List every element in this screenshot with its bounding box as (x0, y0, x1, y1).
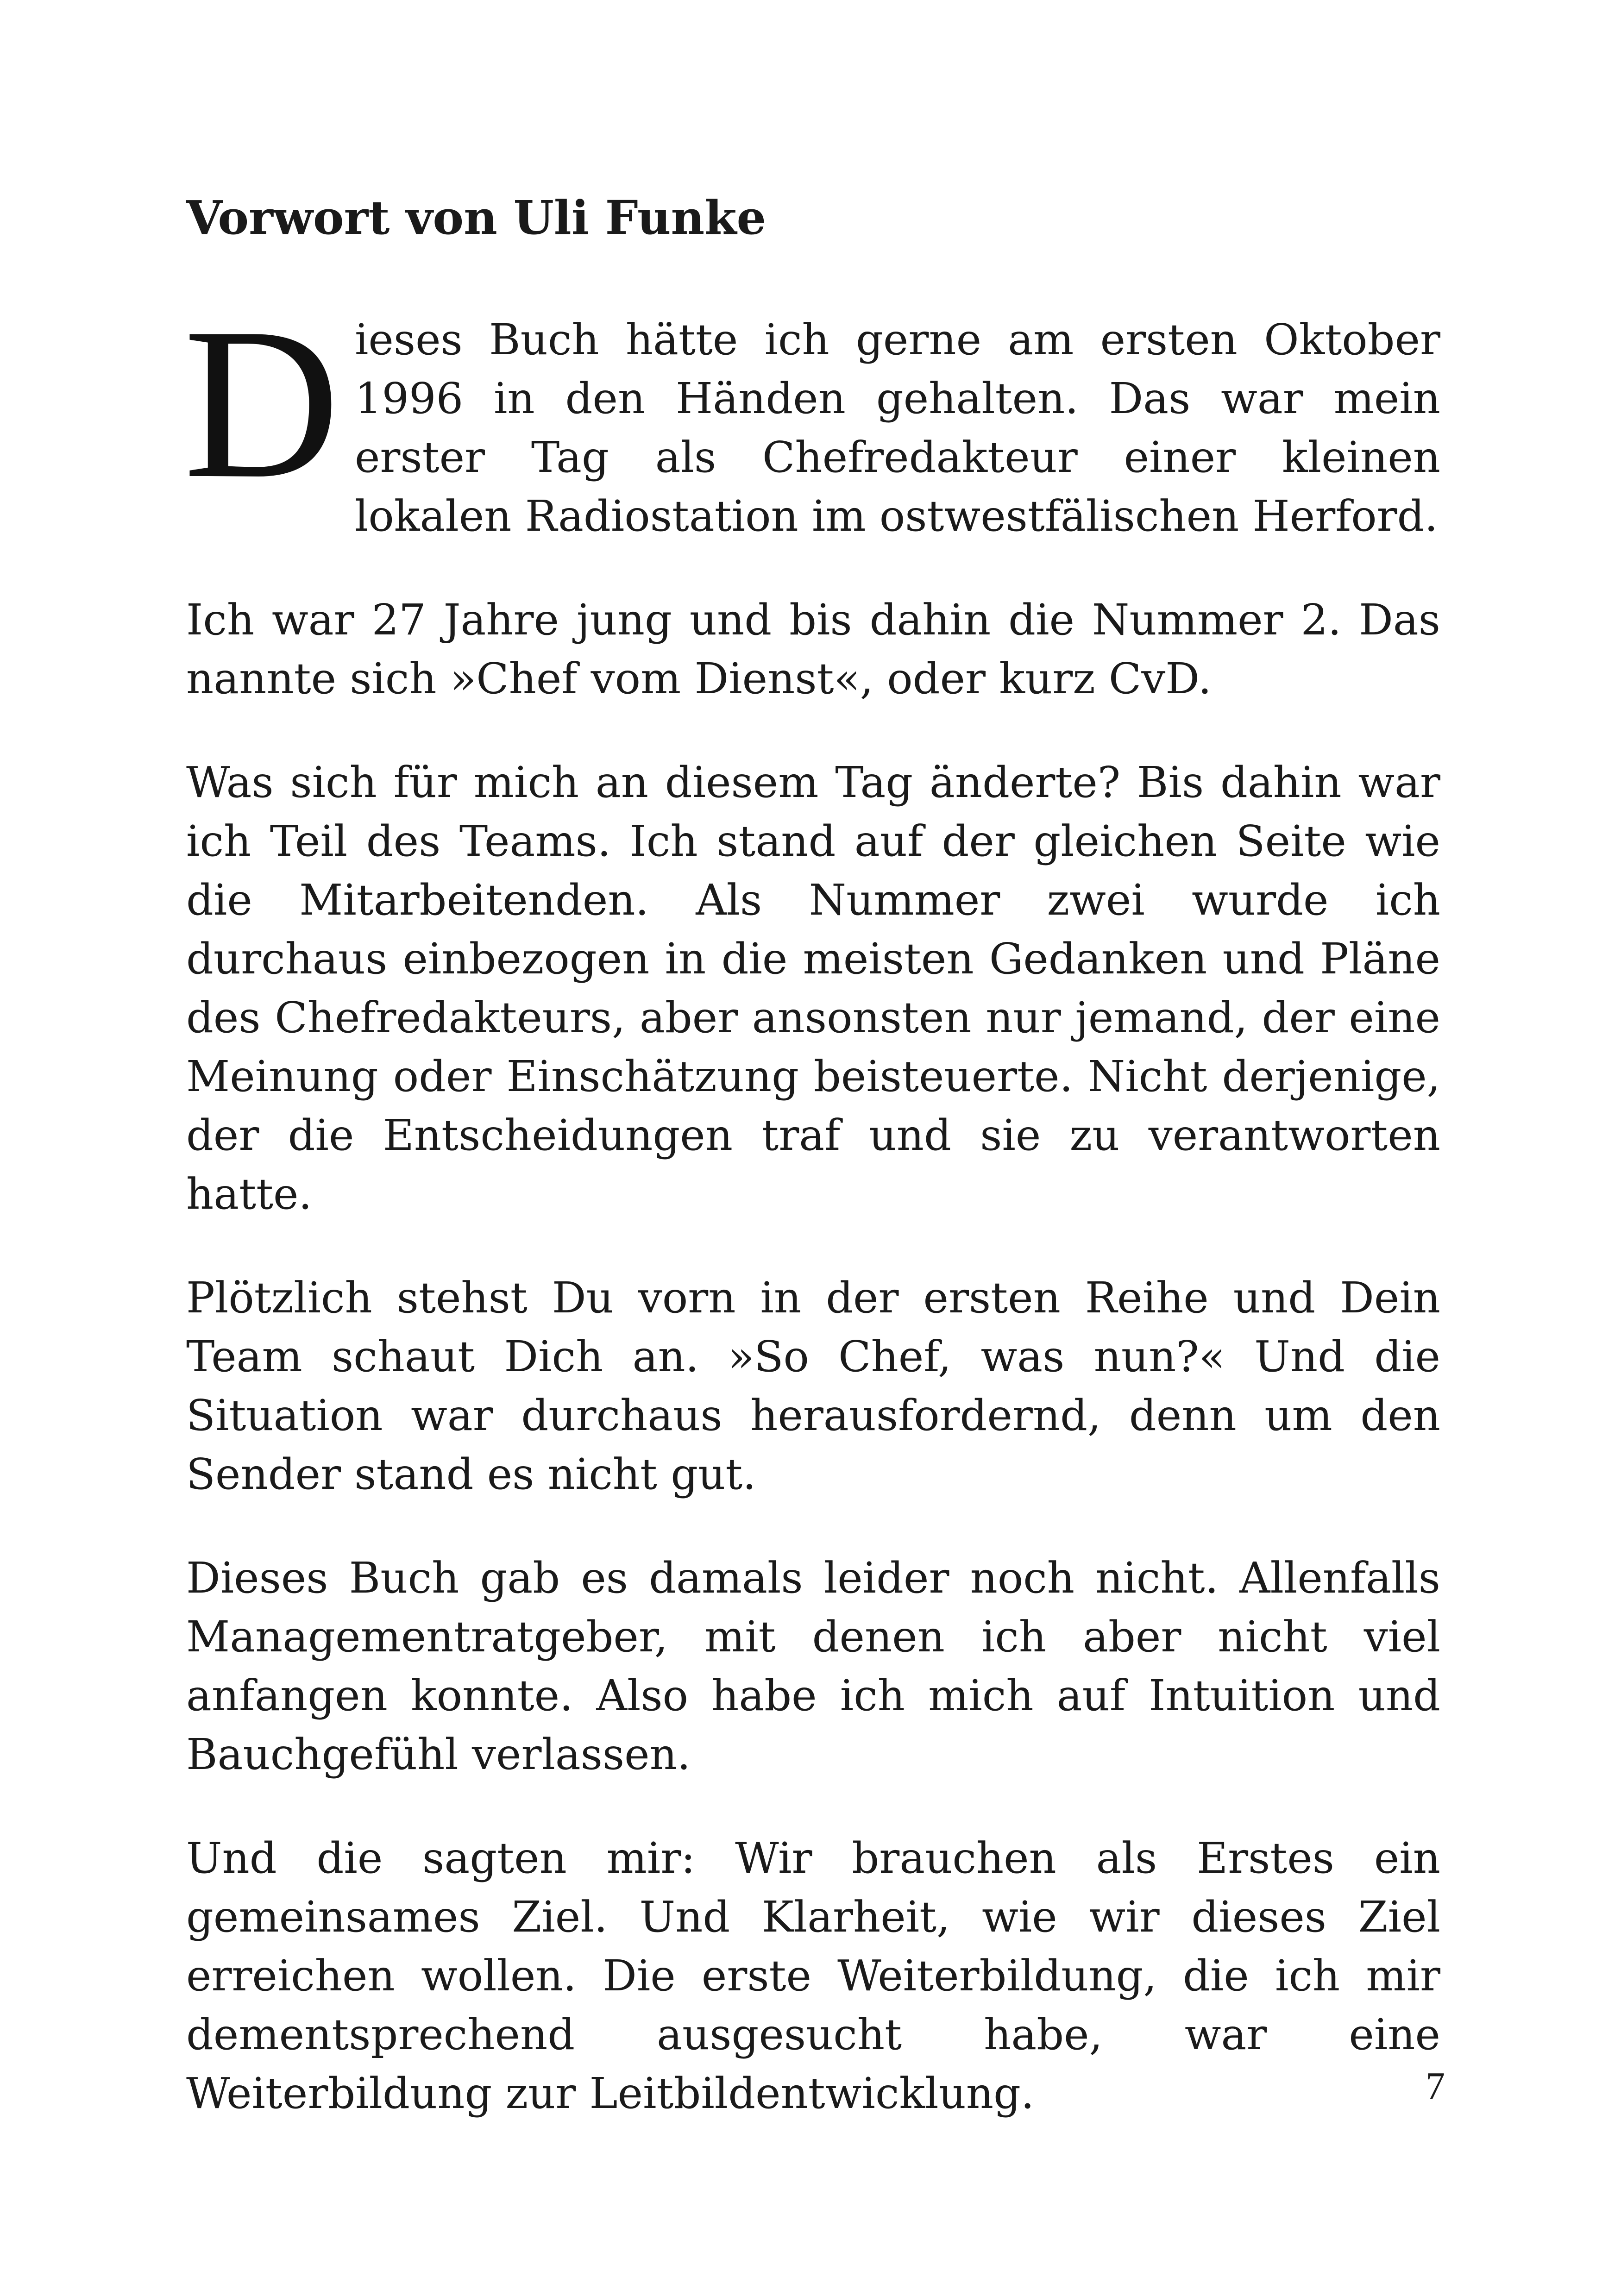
drop-cap: D (183, 283, 340, 523)
paragraph-4: Plötzlich stehst Du vorn in der ersten Reihe und Dein Team schaut Dich an. »So Chef, was nun?« Und die Situation war durchaus herausfordernd, denn um den Sender stand es nicht gut. (186, 1273, 1440, 1499)
paragraph-1 (183, 283, 1440, 546)
paragraph-6: Und die sagten mir: Wir brauchen als Erstes ein gemeinsames Ziel. Und Klarheit, wie wir dieses Ziel erreichen wollen. Die erste Weiterbildung, die ich mir dementsprechend ausgesucht habe, war eine Weiterbildung zur Leitbildentwicklung. (186, 1833, 1440, 2118)
page-number: 7 (1426, 2064, 1445, 2108)
paragraph-5: Dieses Buch gab es damals leider noch nicht. Allenfalls Managementratgeber, mit denen ich aber nicht viel anfangen konnte. Also habe ich mich auf Intuition und Bauchgefühl verlassen. (186, 1553, 1440, 1779)
body-text (183, 283, 1440, 2168)
paragraph-3: Was sich für mich an diesem Tag änderte? Bis dahin war ich Teil des Teams. Ich stand auf der gleichen Seite wie die Mitarbeitenden. Als Nummer zwei wurde ich durchaus einbezogen in die meisten Gedanken und Pläne des Chefredakteurs, aber ansonsten nur jemand, der eine Meinung oder Einschätzung beisteuerte. Nicht derjenige, der die Entscheidungen traf und sie zu verantworten hatte. (186, 758, 1440, 1219)
paragraph-2: Ich war 27 Jahre jung und bis dahin die Nummer 2. Das nannte sich »Chef vom Dienst«, oder kurz CvD. (186, 595, 1440, 703)
chapter-heading: Vorwort von Uli Funke (186, 190, 767, 245)
paragraph-1-text: ieses Buch hätte ich gerne am ersten Oktober 1996 in den Händen gehalten. Das war mein erster Tag als Chefredakteur einer kleinen lokalen Radiostation im ostwestfälischen Herford. (354, 315, 1440, 541)
